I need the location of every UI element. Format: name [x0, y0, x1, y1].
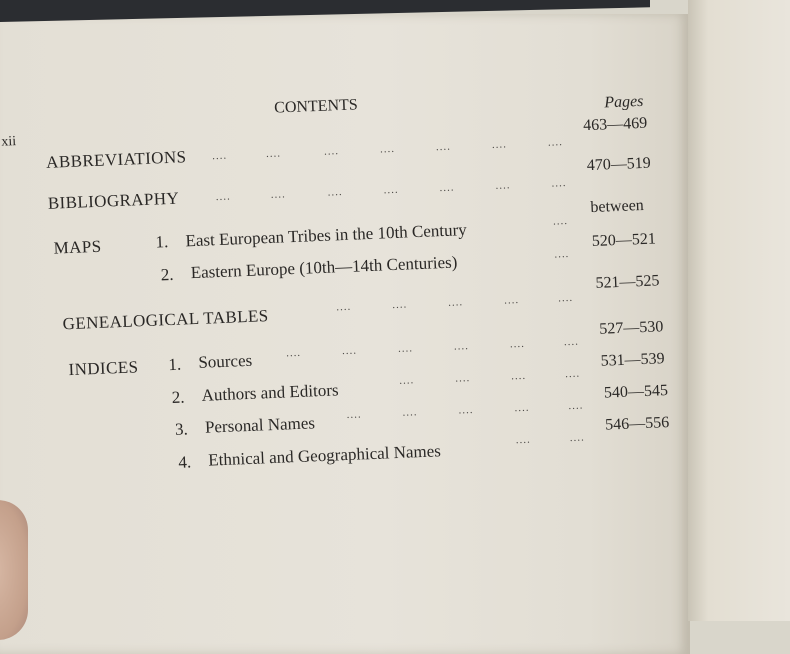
thumb: [0, 500, 28, 640]
leader-dots: ....: [285, 346, 302, 360]
leader-dots: ....: [491, 138, 508, 151]
leader-dots: ....: [515, 433, 531, 447]
bibliography-label: BIBLIOGRAPHY: [47, 188, 180, 213]
leader-dots: ....: [346, 408, 362, 422]
leader-dots: ....: [503, 294, 520, 307]
maps-item-title: Eastern Europe (10th—14th Centuries): [190, 252, 458, 283]
indices-item-number: 1.: [168, 354, 182, 375]
leader-dots: ....: [270, 188, 286, 201]
indices-item-number: 2.: [171, 387, 185, 408]
leader-dots: ....: [323, 145, 340, 158]
indices-item-pages: 531—539: [600, 350, 665, 370]
leader-dots: ....: [514, 401, 530, 415]
genealogical-tables-label: GENEALOGICAL TABLES: [62, 306, 269, 334]
page-heading: CONTENTS: [273, 96, 359, 117]
leader-dots: ....: [447, 296, 464, 309]
abbreviations-pages: 463—469: [582, 114, 648, 135]
bibliography-pages: 470—519: [586, 154, 652, 175]
indices-item-number: 4.: [177, 452, 192, 472]
leader-dots: ....: [336, 300, 352, 314]
page-number: xii: [1, 134, 17, 150]
indices-item-pages: 540—545: [603, 382, 669, 402]
indices-label: INDICES: [68, 357, 139, 380]
indices-item-number: 3.: [174, 419, 189, 439]
leader-dots: ....: [495, 179, 511, 192]
leader-dots: ....: [509, 337, 526, 351]
leader-dots: ....: [510, 369, 527, 383]
indices-item-title: Ethnical and Geographical Names: [207, 441, 442, 470]
genealogical-tables-pages: 521—525: [595, 272, 660, 292]
maps-item-title: East European Tribes in the 10th Century: [185, 220, 468, 251]
leader-dots: ....: [379, 142, 396, 156]
pages-column-label: Pages: [603, 92, 644, 112]
indices-item-title: Sources: [197, 350, 253, 372]
maps-item-number: 2.: [160, 264, 174, 285]
leader-dots: ....: [341, 344, 358, 358]
leader-dots: ....: [211, 149, 228, 163]
leader-dots: ....: [454, 372, 471, 385]
leader-dots: ....: [569, 431, 585, 445]
leader-dots: ....: [439, 181, 455, 195]
leader-dots: ....: [397, 342, 414, 355]
abbreviations-label: ABBREVIATIONS: [45, 147, 187, 172]
maps-label: MAPS: [53, 236, 102, 258]
leader-dots: ....: [563, 335, 580, 349]
leader-dots: ....: [453, 340, 470, 353]
leader-dots: ....: [265, 147, 282, 161]
leader-dots: ....: [399, 374, 415, 387]
leader-dots: ....: [435, 140, 452, 154]
indices-item-pages: 527—530: [599, 318, 664, 338]
indices-item-pages: 546—556: [604, 414, 670, 434]
leader-dots: ....: [391, 298, 408, 312]
leader-dots: ....: [564, 367, 581, 381]
leader-dots: ....: [557, 291, 574, 305]
maps-item-pages: between: [590, 196, 645, 217]
maps-item-number: 1.: [155, 232, 169, 252]
maps-item-pages: 520—521: [591, 230, 657, 251]
leader-dots: ....: [568, 399, 584, 413]
leader-dots: ....: [327, 186, 343, 199]
indices-item-title: Personal Names: [204, 413, 316, 437]
leader-dots: ....: [402, 406, 418, 419]
leader-dots: ....: [458, 403, 474, 417]
indices-item-title: Authors and Editors: [201, 380, 339, 405]
leader-dots: ....: [552, 214, 569, 228]
leader-dots: ....: [383, 183, 399, 197]
leader-dots: ....: [547, 136, 564, 149]
leader-dots: ....: [551, 177, 567, 190]
leader-dots: ....: [215, 190, 231, 204]
leader-dots: ....: [554, 247, 570, 261]
